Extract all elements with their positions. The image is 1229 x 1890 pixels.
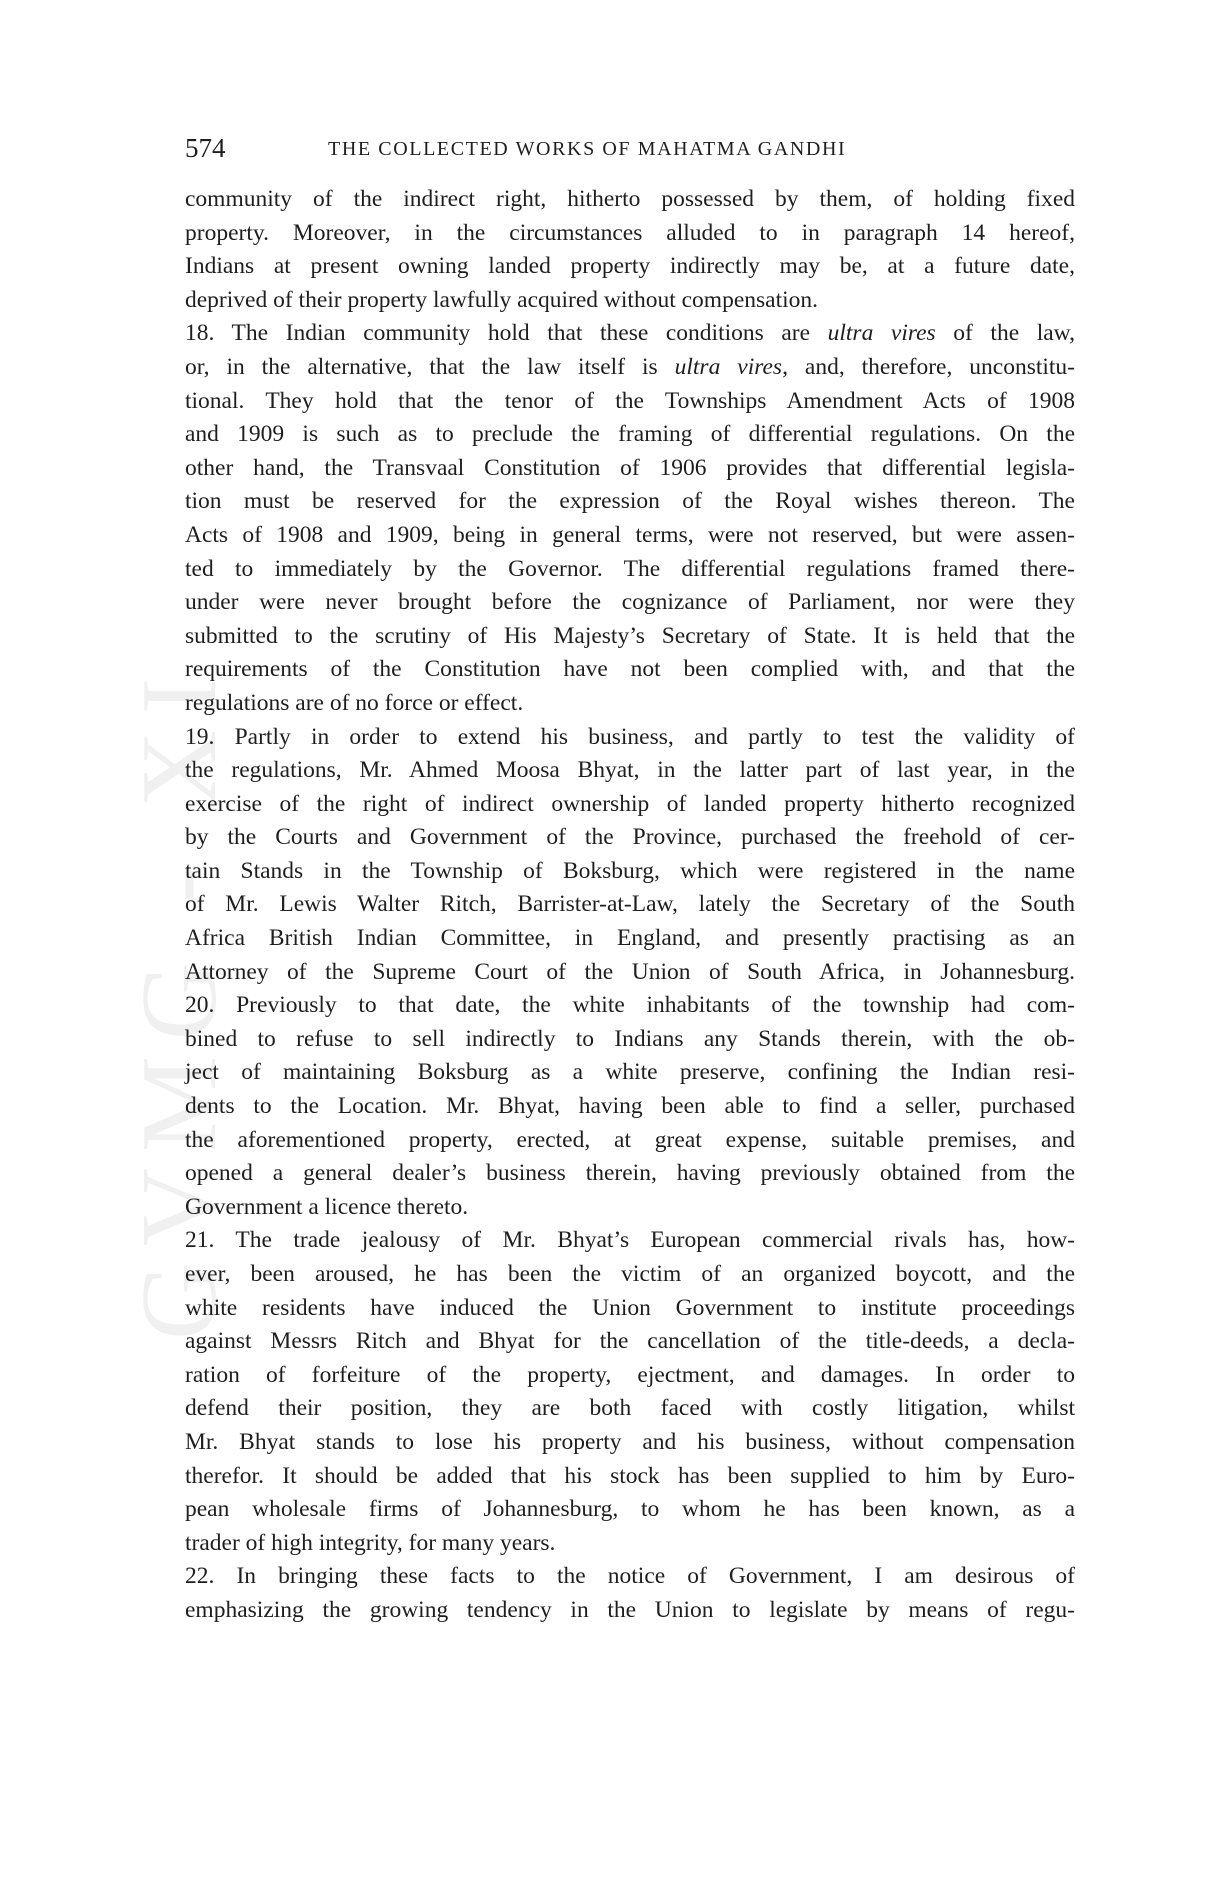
text-line: or, in the alternative, that the law itself is ultra vires, and, therefore, unconstitu-	[185, 353, 1076, 380]
text-line: ever, been aroused, he has been the victim of an organized boycott, and the	[185, 1261, 1075, 1287]
text-line: Government a licence thereto.	[185, 1193, 469, 1220]
watermark: GVMG - XI	[120, 662, 239, 1340]
text-line: the regulations, Mr. Ahmed Moosa Bhyat, in the latter part of last year, in the	[185, 757, 1075, 784]
text-line: of Mr. Lewis Walter Ritch, Barrister-at-Law, lately the Secretary of the South	[185, 891, 1075, 918]
text-line: against Messrs Ritch and Bhyat for the cancellation of the title-deeds, a decla-	[185, 1328, 1075, 1355]
text-line: defend their position, they are both faced with costly litigation, whilst	[185, 1395, 1075, 1422]
text-line: tional. They hold that the tenor of the Townships Amendment Acts of 1908	[185, 387, 1075, 414]
running-head: THE COLLECTED WORKS OF MAHATMA GANDHI	[328, 138, 847, 160]
text-line: 18. The Indian community hold that these conditions are ultra vires of the law,	[185, 320, 1075, 347]
text-line: ration of forfeiture of the property, ejectment, and damages. In order to	[185, 1361, 1075, 1388]
text-line: and 1909 is such as to preclude the framing of differential regulations. On the	[185, 421, 1075, 448]
text-line: Indians at present owning landed property indirectly may be, at a future date,	[185, 253, 1075, 280]
body-text	[185, 183, 1075, 1628]
text-line: ted to immediately by the Governor. The differential regulations framed there-	[185, 555, 1075, 582]
text-line: ject of maintaining Boksburg as a white preserve, confining the Indian resi-	[185, 1059, 1075, 1086]
text-line: bined to refuse to sell indirectly to Indians any Stands therein, with the ob-	[185, 1025, 1075, 1052]
text-line: under were never brought before the cognizance of Parliament, nor were they	[185, 589, 1075, 616]
text-line: dents to the Location. Mr. Bhyat, having been able to find a seller, purchased	[185, 1093, 1075, 1120]
text-line: the aforementioned property, erected, at great expense, suitable premises, and	[185, 1126, 1075, 1153]
text-line: 20. Previously to that date, the white inhabitants of the township had com-	[185, 992, 1075, 1019]
text-line: by the Courts and Government of the Province, purchased the freehold of cer-	[185, 824, 1075, 851]
text-line: regulations are of no force or effect.	[185, 689, 524, 716]
text-line: 22. In bringing these facts to the notice of Government, I am desirous of	[185, 1563, 1075, 1590]
text-line: tion must be reserved for the expression of the Royal wishes thereon. The	[185, 488, 1075, 515]
text-line: 19. Partly in order to extend his business, and partly to test the validity of	[185, 723, 1075, 750]
text-line: Attorney of the Supreme Court of the Union of South Africa, in Johannesburg.	[185, 958, 1075, 985]
page-number: 574	[185, 133, 226, 163]
text-line: Mr. Bhyat stands to lose his property and his business, without compensation	[185, 1428, 1075, 1455]
italic-phrase: ultra vires	[827, 320, 936, 347]
text-line: other hand, the Transvaal Constitution of 1906 provides that differential legisla-	[185, 454, 1075, 481]
text-line: trader of high integrity, for many years.	[185, 1529, 556, 1556]
text-line: deprived of their property lawfully acquired without compensation.	[185, 286, 819, 313]
text-line: submitted to the scrutiny of His Majesty’s Secretary of State. It is held that the	[185, 622, 1075, 649]
text-line: requirements of the Constitution have not been complied with, and that the	[185, 656, 1075, 683]
text-line: community of the indirect right, hitherto possessed by them, of holding fixed	[185, 186, 1075, 212]
italic-phrase: ultra vires	[674, 353, 783, 380]
text-line: exercise of the right of indirect ownership of landed property hitherto recognized	[185, 790, 1075, 817]
text-line: Acts of 1908 and 1909, being in general terms, were not reserved, but were assen-	[185, 521, 1075, 548]
page-header	[185, 130, 1075, 166]
text-line: tain Stands in the Township of Boksburg, which were registered in the name	[185, 857, 1075, 884]
text-line: white residents have induced the Union Government to institute proceedings	[185, 1294, 1075, 1321]
text-line: emphasizing the growing tendency in the Union to legislate by means of regu-	[185, 1596, 1075, 1623]
text-line: Africa British Indian Committee, in England, and presently practising as an	[185, 925, 1075, 952]
text-line: pean wholesale firms of Johannesburg, to whom he has been known, as a	[185, 1496, 1075, 1523]
text-line: therefor. It should be added that his stock has been supplied to him by Euro-	[185, 1462, 1075, 1489]
text-line: property. Moreover, in the circumstances alluded to in paragraph 14 hereof,	[185, 219, 1075, 246]
text-line: opened a general dealer’s business therein, having previously obtained from the	[185, 1160, 1075, 1187]
text-line: 21. The trade jealousy of Mr. Bhyat’s European commercial rivals has, how-	[185, 1227, 1075, 1254]
